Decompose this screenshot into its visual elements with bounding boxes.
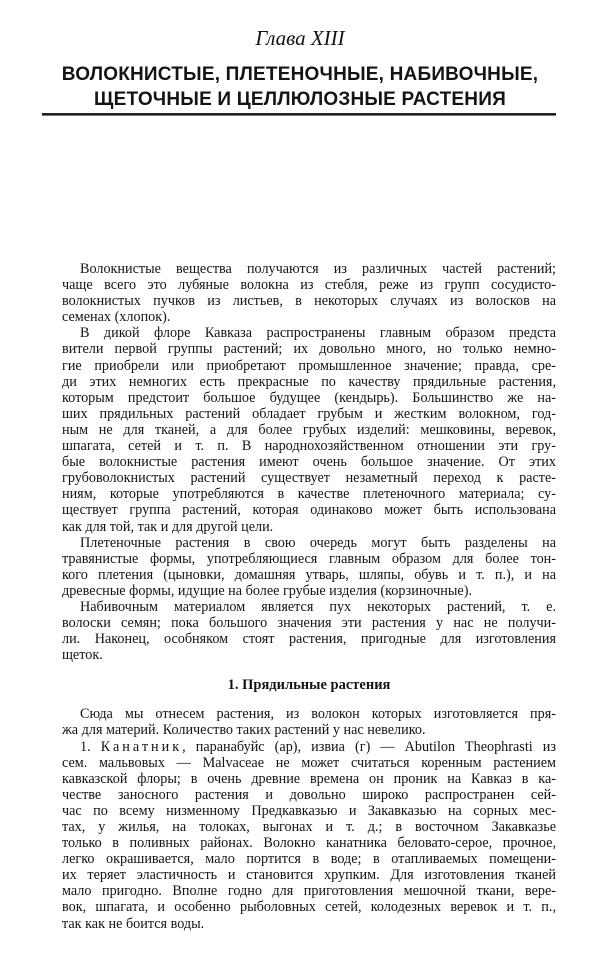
text-line: ли. Наконец, особняком стоят растения, пригодные для изготовления (62, 631, 556, 648)
text-line: кого плетения (цыновки, домашняя утварь, шляпы, обувь и т. п.), и на (62, 566, 556, 583)
text-line: Набивочным материалом является пух некоторых растений, т. е. (80, 598, 556, 615)
text-line: волокнистых пучков из листьев, в некоторых случаях из волосков на (62, 293, 556, 310)
text-line: шпагата, сетей и т. п. В народнохозяйственном отношении эти гру- (62, 438, 556, 455)
entry-synonyms: , паранабуйс (ар), извиа (г) — Abutilon Theophrasti из (182, 738, 556, 755)
chapter-number: Глава XIII (255, 26, 345, 50)
text-line: час по всему низменному Предкавказью и Закавказью на сорных мес- (62, 802, 556, 819)
text-line: В дикой флоре Кавказа распространены главным образом предста (80, 325, 556, 342)
entry-number: 1. (80, 738, 91, 755)
text-line: чаще всего это лубяные волокна из стебля, реже из групп сосудисто- (62, 277, 556, 294)
paragraph (62, 706, 556, 738)
entry-plant-name: Канатник (100, 738, 183, 755)
paragraph (62, 261, 556, 325)
text-line: Сюда мы отнесем растения, из волокон которых изготовляется пря- (80, 706, 556, 723)
text-line: только в поливных районах. Волокно канатника беловато-серое, прочное, (62, 835, 556, 852)
text-line: ным не для тканей, а для более грубых изделий: мешковины, веревок, (62, 421, 556, 438)
paragraph (62, 325, 556, 534)
text-line: вители первой группы растений; их довольно много, но только немно- (62, 341, 556, 358)
text-line: как для той, так и для другой цели. (62, 518, 274, 535)
text-line: тах, у жилья, на толоках, выгонах и т. д.; в восточном Закавказье (62, 819, 556, 835)
text-line: грубоволокнистых растений существует незаметный переход к расте- (62, 470, 556, 487)
text-line: вок, шпагата, и особенно рыболовных сетей, колодезных веревок и т. п., (62, 899, 556, 916)
text-line: ниям, которые употребляются в качестве плетеночного материала; су- (62, 486, 556, 503)
text-line: которым предстоит большое будущее (кендырь). Большинство же на- (62, 389, 556, 406)
text-line: волоски семян; пока большого значения эти растения у нас не получи- (62, 615, 556, 632)
text-line: их теряет эластичность и становится хрупким. Для изготовления тканей (62, 867, 556, 884)
chapter-title (40, 62, 560, 112)
paragraph (62, 599, 556, 663)
title-rule (42, 113, 556, 116)
plant-entry (62, 739, 556, 932)
text-line: семенах (хлопок). (62, 309, 171, 326)
section-heading: 1. Прядильные растения (227, 677, 391, 694)
text-line: травянистые формы, употребляющиеся главным образом для более тон- (62, 550, 556, 567)
chapter-title-line: ВОЛОКНИСТЫЕ, ПЛЕТЕНОЧНЫЕ, НАБИВОЧНЫЕ, (61, 64, 539, 85)
text-line: сем. мальвовых — Malvaceae не может считаться коренным растением (62, 754, 556, 771)
text-line (62, 739, 556, 755)
text-line: Плетеночные растения в свою очередь могут быть разделены на (80, 534, 556, 551)
text-line: гие приобрели или приобретают промышленное значение; правда, сре- (62, 357, 556, 374)
text-line: мало пригодно. Вполне годно для приготовления мешочной ткани, вере- (62, 883, 556, 900)
text-line: жа для материй. Количество таких растений у нас невелико. (62, 722, 426, 739)
text-line: так как не боится воды. (62, 915, 205, 932)
text-line: ществует группа растений, которая одинаково может быть использована (62, 502, 556, 519)
text-line: кавказской флоры; в очень древние времена он проник на Кавказ в ка- (62, 770, 556, 787)
chapter-title-line: ЩЕТОЧНЫЕ И ЦЕЛЛЮЛОЗНЫЕ РАСТЕНИЯ (94, 89, 506, 110)
text-line: честве заносного растения и довольно широко распространен сей- (62, 786, 556, 803)
body-text (62, 261, 556, 932)
paragraph (62, 535, 556, 599)
text-line: древесные формы, идущие на более грубые изделия (корзиночные). (62, 582, 472, 599)
text-line: бые волокнистые растения имеют очень большое значение. От этих (62, 454, 556, 471)
text-line: Волокнистые вещества получаются из различных частей растений; (80, 261, 556, 277)
text-line: ших прядильных растений обладает грубым и жестким волокном, год- (62, 405, 556, 422)
text-line: ди этих немногих есть прекрасные по качеству прядильные растения, (62, 373, 556, 390)
text-line: щеток. (62, 647, 103, 664)
text-line: легко окрашивается, мало портится в воде; в отапливаемых помещени- (62, 851, 556, 868)
